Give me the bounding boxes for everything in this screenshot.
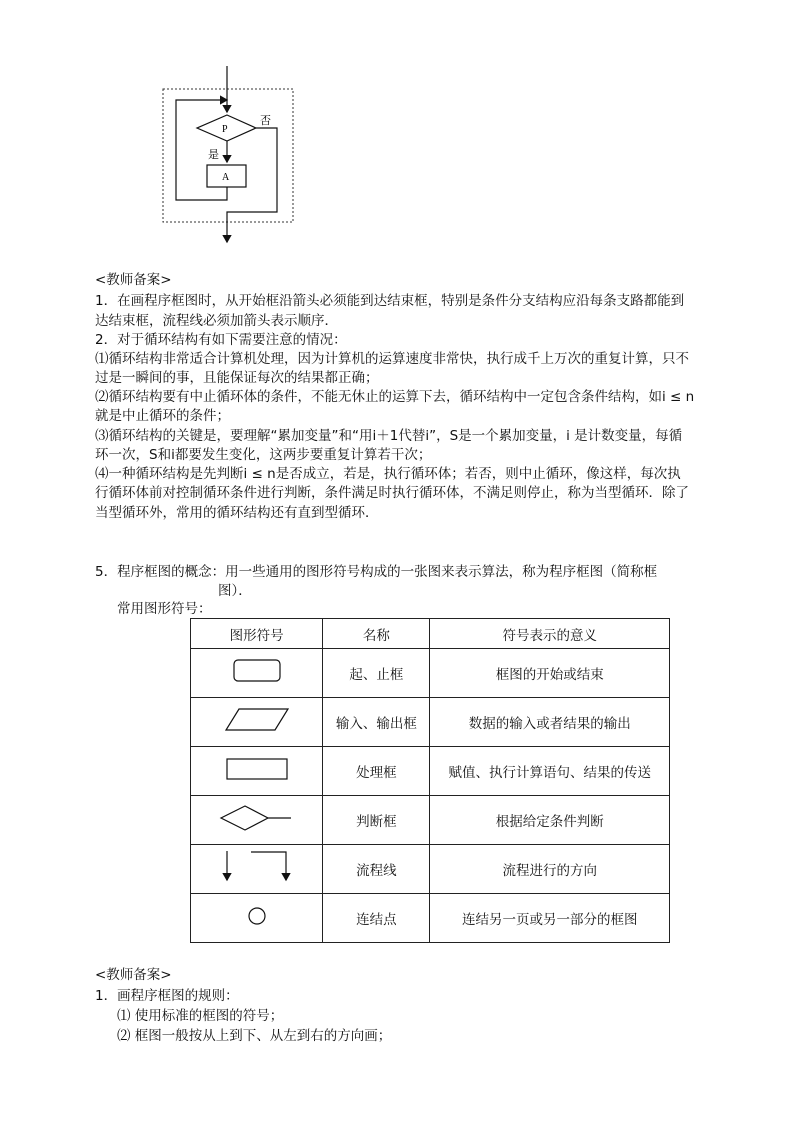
symbol-name: 流程线 bbox=[323, 845, 430, 894]
symbol-meaning: 赋值、执行计算语句、结果的传送 bbox=[430, 747, 670, 796]
notes1-line: 2．对于循环结构有如下需要注意的情况： bbox=[95, 332, 347, 348]
loop-flowchart-svg bbox=[150, 60, 310, 250]
process-label: A bbox=[222, 172, 230, 183]
rule-item: ⑴ 使用标准的框图的符号； bbox=[117, 1008, 284, 1024]
notes1-line: 就是中止循环的条件； bbox=[95, 408, 230, 424]
flowline-symbol bbox=[191, 845, 323, 894]
decision-symbol bbox=[191, 796, 323, 845]
symbol-name: 连结点 bbox=[323, 894, 430, 943]
process-symbol bbox=[191, 747, 323, 796]
header-name: 名称 bbox=[323, 619, 430, 649]
section5-line2: 图）． bbox=[218, 583, 252, 599]
connector-symbol bbox=[191, 894, 323, 943]
notes2-heading: <教师备案> bbox=[95, 967, 172, 983]
rules-title: 1．画程序框图的规则： bbox=[95, 988, 239, 1004]
terminal-shape-icon bbox=[227, 658, 287, 684]
symbol-meaning: 流程进行的方向 bbox=[430, 845, 670, 894]
notes1-line: 达结束框，流程线必须加箭头表示顺序． bbox=[95, 313, 338, 329]
rectangle-icon bbox=[224, 756, 290, 782]
symbol-name: 输入、输出框 bbox=[323, 698, 430, 747]
notes1-heading: <教师备案> bbox=[95, 272, 172, 288]
symbol-name: 起、止框 bbox=[323, 649, 430, 698]
table-row bbox=[191, 845, 670, 894]
notes1-line: 1．在画程序框图时，从开始框沿箭头必须能到达结束框，特别是条件分支结构应沿每条支路都能到 bbox=[95, 293, 685, 309]
table-row bbox=[191, 649, 670, 698]
no-label: 否 bbox=[260, 115, 271, 127]
terminal-symbol bbox=[191, 649, 323, 698]
table-row bbox=[191, 747, 670, 796]
table-row bbox=[191, 698, 670, 747]
io-symbol bbox=[191, 698, 323, 747]
circle-icon bbox=[245, 904, 269, 928]
notes1-line: 行循环体前对控制循环条件进行判断，条件满足时执行循环体，不满足则停止，称为当型循环．除了 bbox=[95, 485, 689, 501]
symbol-meaning: 连结另一页或另一部分的框图 bbox=[430, 894, 670, 943]
notes1-line: ⑴循环结构非常适合计算机处理，因为计算机的运算速度非常快，执行成千上万次的重复计算，只不 bbox=[95, 351, 689, 367]
symbol-name: 判断框 bbox=[323, 796, 430, 845]
header-meaning: 符号表示的意义 bbox=[430, 619, 670, 649]
table-header-row bbox=[191, 619, 670, 649]
symbol-meaning: 框图的开始或结束 bbox=[430, 649, 670, 698]
loop-flowchart bbox=[150, 60, 310, 250]
yes-label: 是 bbox=[208, 149, 219, 161]
parallelogram-icon bbox=[222, 707, 292, 733]
table-row bbox=[191, 796, 670, 845]
symbol-meaning: 根据给定条件判断 bbox=[430, 796, 670, 845]
flowline-arrows-icon bbox=[217, 848, 297, 886]
symbol-name: 处理框 bbox=[323, 747, 430, 796]
dashed-frame bbox=[163, 89, 293, 222]
section5-line1: 5．程序框图的概念：用一些通用的图形符号构成的一张图来表示算法，称为程序框图（简称框 bbox=[95, 564, 658, 580]
notes1-line: 过是一瞬间的事，且能保证每次的结果都正确； bbox=[95, 370, 379, 386]
rule-item: ⑵ 框图一般按从上到下、从左到右的方向画； bbox=[117, 1028, 392, 1044]
notes1-line: 当型循环外，常用的循环结构还有直到型循环． bbox=[95, 505, 379, 521]
common-symbols-label: 常用图形符号： bbox=[117, 601, 212, 617]
notes1-line: ⑵循环结构要有中止循环体的条件，不能无休止的运算下去，循环结构中一定包含条件结构，如i ≤ n bbox=[95, 389, 695, 405]
table-row bbox=[191, 894, 670, 943]
notes1-line: ⑷一种循环结构是先判断i ≤ n是否成立，若是，执行循环体；若否，则中止循环，像这样，每次执 bbox=[95, 466, 681, 482]
symbol-meaning: 数据的输入或者结果的输出 bbox=[430, 698, 670, 747]
flowchart-symbols-table bbox=[190, 618, 670, 943]
notes1-line: ⑶循环结构的关键是，要理解“累加变量”和“用i＋1代替i”，S是一个累加变量，i 是计数变量，每循 bbox=[95, 428, 683, 444]
header-symbol: 图形符号 bbox=[191, 619, 323, 649]
condition-label: P bbox=[222, 124, 228, 135]
notes1-line: 环一次，S和i都要发生变化，这两步要重复计算若干次； bbox=[95, 447, 432, 463]
diamond-icon bbox=[219, 804, 295, 832]
